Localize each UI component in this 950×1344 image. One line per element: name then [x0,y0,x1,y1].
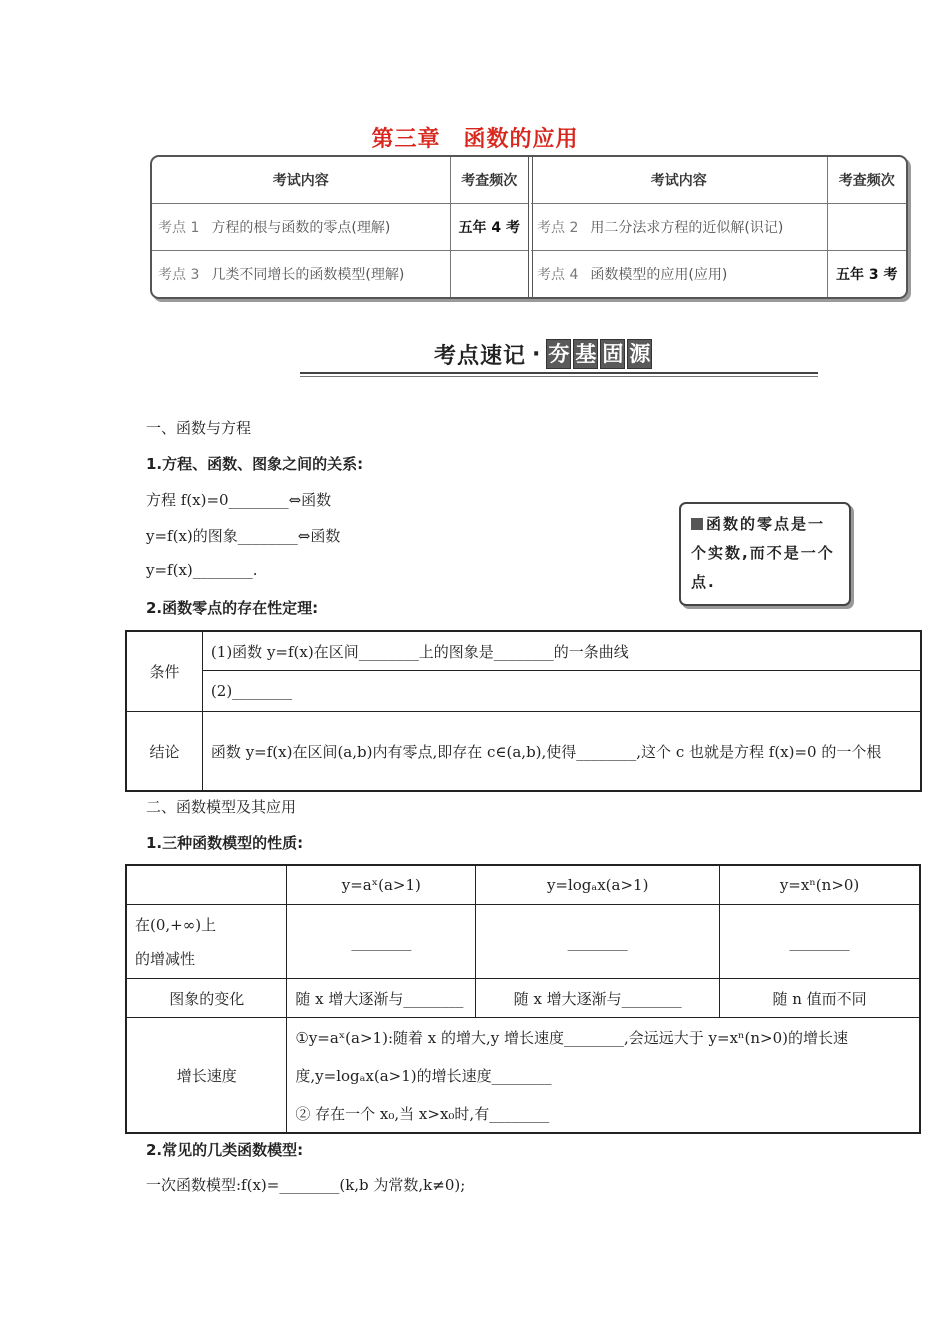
linear-model-line: 一次函数模型:f(x)=________(k,b 为常数,k≠0); [146,1176,466,1194]
exam-point-2: 考点 2 用二分法求方程的近似解(识记) [531,204,827,251]
growth-line-1: ①y=aˣ(a>1):随着 x 的增大,y 增长速度________,会远远大于 y=xⁿ(n>0)的增长速 [295,1028,849,1047]
note-box [679,502,851,606]
header-content: 考试内容 [152,157,450,204]
col-power: y=xⁿ(n>0) [720,866,920,905]
exam-table-right [531,157,906,297]
col-exp: y=aˣ(a>1) [287,866,476,905]
section-banner [434,338,654,370]
growth-desc [287,1018,920,1134]
banner-char-2: 基 [573,339,598,369]
graph-power: 随 n 值而不同 [720,979,920,1018]
header-freq-2: 考查频次 [827,157,906,204]
exam-table-left [152,157,528,297]
cond-label: 条件 [127,632,203,712]
exam-freq-1: 五年 4 考 [450,204,528,251]
banner-rule [300,372,818,374]
note-text: 函数的零点是一个实数,而不是一个点. [691,515,835,591]
banner-char-3: 固 [600,339,625,369]
mono-exp: ________ [287,905,476,979]
models-corner [127,866,287,905]
theorem-table [126,631,921,792]
concl-label: 结论 [127,712,203,792]
exam-point-3: 考点 3 几类不同增长的函数模型(理解) [152,251,450,298]
graph-log: 随 x 增大逐渐与________ [476,979,720,1018]
section1-sub2: 2.函数零点的存在性定理: [146,599,319,617]
relation-line-1: 方程 f(x)=0________⇔函数 [146,491,332,509]
banner-char-1: 夯 [546,339,571,369]
concl-text: 函数 y=f(x)在区间(a,b)内有零点,即存在 c∈(a,b),使得________,这个 c 也就是方程 f(x)=0 的一个根 [202,712,920,792]
section2-sub1: 1.三种函数模型的性质: [146,834,304,852]
exam-freq-2 [827,204,906,251]
section1-heading: 一、函数与方程 [146,419,252,437]
relation-line-3: y=f(x)________. [146,561,258,579]
cond-2: (2)________ [202,671,920,712]
exam-point-1: 考点 1 方程的根与函数的零点(理解) [152,204,450,251]
row-graph-label: 图象的变化 [127,979,287,1018]
note-marker-icon [691,518,703,530]
section2-heading: 二、函数模型及其应用 [146,798,297,816]
growth-line-3: ② 存在一个 x₀,当 x>x₀时,有________ [295,1104,550,1123]
chapter-title: 第三章 函数的应用 [371,127,579,152]
col-log: y=logₐx(a>1) [476,866,720,905]
row-monotonicity-label: 在(0,+∞)上 的增减性 [127,905,287,979]
exam-table [150,155,908,299]
relation-line-2: y=f(x)的图象________⇔函数 [146,527,341,545]
banner-title: 考点速记 [434,343,527,369]
header-content-2: 考试内容 [531,157,827,204]
banner-rule-thin [300,376,818,377]
exam-freq-4: 五年 3 考 [827,251,906,298]
graph-exp: 随 x 增大逐渐与________ [287,979,476,1018]
section1-sub1: 1.方程、函数、图象之间的关系: [146,455,364,473]
exam-point-4: 考点 4 函数模型的应用(应用) [531,251,827,298]
exam-freq-3 [450,251,528,298]
mono-power: ________ [720,905,920,979]
mono-log: ________ [476,905,720,979]
growth-line-2: 度,y=logₐx(a>1)的增长速度________ [295,1066,552,1085]
section2-sub2: 2.常见的几类函数模型: [146,1141,304,1159]
banner-dot: · [532,341,541,367]
banner-char-4: 源 [627,339,652,369]
cond-1: (1)函数 y=f(x)在区间________上的图象是________的一条曲线 [202,632,920,671]
header-freq: 考查频次 [450,157,528,204]
row-growth-label: 增长速度 [127,1018,287,1134]
models-table [126,865,920,1134]
